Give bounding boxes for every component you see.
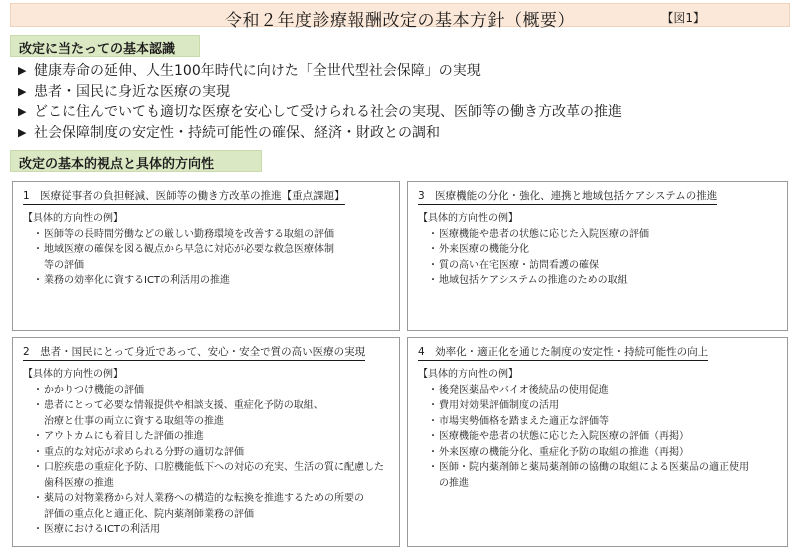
triangle-right-icon: ▶ xyxy=(18,125,27,139)
examples-label: 【具体的方向性の例】 xyxy=(23,213,123,224)
list-item: ・費用対効果評価制度の活用 xyxy=(428,400,559,411)
page-title: 令和２年度診療報酬改定の基本方針（概要） xyxy=(225,11,575,31)
triangle-right-icon: ▶ xyxy=(18,105,27,118)
list-item: ・業務の効率化に資するICTの利活用の推進 xyxy=(33,275,231,286)
title-bar xyxy=(10,3,790,31)
list-item: ・質の高い在宅医療・訪問看護の確保 xyxy=(428,259,599,271)
list-item: ・外来医療の機能分化、重症化予防の取組の推進（再掲） xyxy=(428,446,689,458)
examples-label: 【具体的方向性の例】 xyxy=(23,369,123,380)
direction-box-3 xyxy=(407,181,788,331)
list-item: ・医療機能や患者の状態に応じた入院医療の評価 xyxy=(428,228,649,240)
direction-box-title: 4 効率化・適正化を通じた制度の安定性・持続可能性の向上 xyxy=(418,344,708,361)
direction-box-title: 1 医療従事者の負担軽減、医師等の働き方改革の推進【重点課題】 xyxy=(23,188,345,205)
basic-item: ▶ 患者・国民に身近な医療の実現 xyxy=(18,83,230,100)
list-item: ・医師・院内薬剤師と薬局薬剤師の協働の取組による医薬品の適正使用 の推進 xyxy=(428,462,749,489)
direction-box-title: 2 患者・国民にとって身近であって、安心・安全で質の高い医療の実現 xyxy=(23,344,365,361)
list-item: ・医療機能や患者の状態に応じた入院医療の評価（再掲） xyxy=(428,431,689,442)
list-item: ・地域包括ケアシステムの推進のための取組 xyxy=(428,275,628,286)
triangle-right-icon: ▶ xyxy=(18,84,27,98)
examples-label: 【具体的方向性の例】 xyxy=(418,213,518,224)
figure-label: 【図1】 xyxy=(661,11,705,25)
list-item: ・重点的な対応が求められる分野の適切な評価 xyxy=(33,446,244,458)
direction-box-2 xyxy=(12,337,400,547)
list-item: ・医療におけるICTの利活用 xyxy=(33,524,161,535)
direction-box-1 xyxy=(12,181,400,331)
triangle-right-icon: ▶ xyxy=(18,64,27,77)
list-item: ・患者にとって必要な情報提供や相談支援、重症化予防の取組、 治療と仕事の両立に資する取組等の推進 xyxy=(33,400,324,427)
list-item: ・外来医療の機能分化 xyxy=(428,244,529,255)
list-item: ・薬局の対物業務から対人業務への構造的な転換を推進するための所要の 評価の重点化と適正化、院内薬剤師業務の評価 xyxy=(33,493,364,520)
basic-item: ▶ どこに住んでいても適切な医療を安心して受けられる社会の実現、医師等の働き方改革の推進 xyxy=(18,104,622,120)
basic-recognition-list xyxy=(18,61,788,143)
list-item: ・後発医薬品やバイオ後続品の使用促進 xyxy=(428,384,609,396)
directions-heading: 改定の基本的視点と具体的方向性 xyxy=(10,150,262,172)
list-item: ・市場実勢価格を踏まえた適正な評価等 xyxy=(428,415,609,427)
list-item: ・口腔疾患の重症化予防、口腔機能低下への対応の充実、生活の質に配慮した 歯科医療の推進 xyxy=(33,462,384,489)
list-item: ・かかりつけ機能の評価 xyxy=(33,384,144,396)
direction-box-4 xyxy=(407,337,788,547)
basic-item: ▶ 健康寿命の延伸、人生100年時代に向けた「全世代型社会保障」の実現 xyxy=(18,63,481,79)
direction-box-title: 3 医療機能の分化・強化、連携と地域包括ケアシステムの推進 xyxy=(418,188,717,205)
list-item: ・医師等の長時間労働などの厳しい勤務環境を改善する取組の評価 xyxy=(33,228,334,240)
list-item: ・アウトカムにも着目した評価の推進 xyxy=(33,431,204,442)
list-item: ・地域医療の確保を図る観点から早急に対応が必要な救急医療体制 等の評価 xyxy=(33,244,334,271)
basic-recognition-heading: 改定に当たっての基本認識 xyxy=(10,35,200,57)
examples-label: 【具体的方向性の例】 xyxy=(418,369,518,380)
basic-item: ▶ 社会保障制度の安定性・持続可能性の確保、経済・財政との調和 xyxy=(18,124,440,141)
